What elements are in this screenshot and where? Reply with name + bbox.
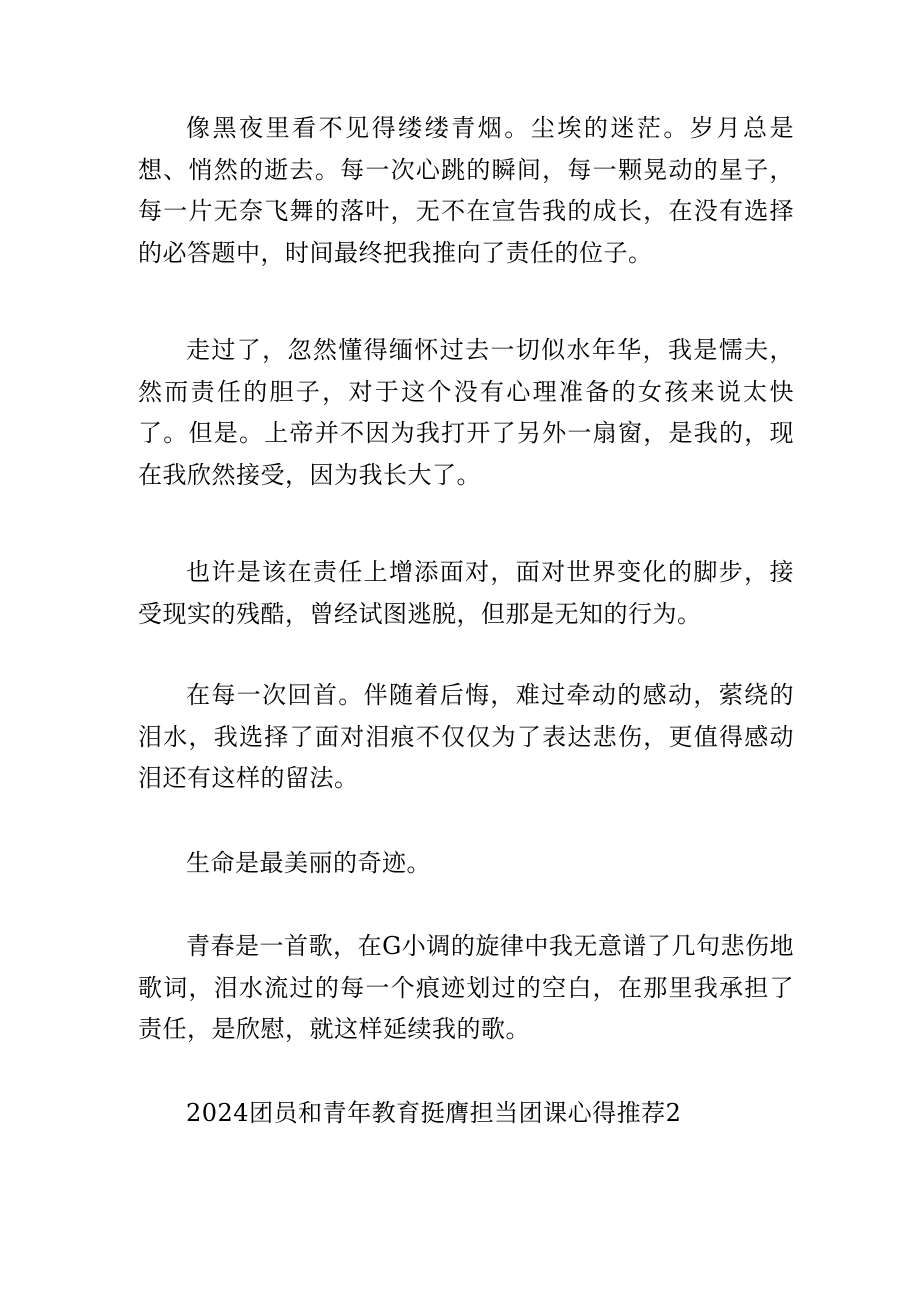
document-body (138, 108, 794, 1134)
paragraph-3: 也许是该在责任上增添面对，面对世界变化的脚步，接受现实的残酷，曾经试图逃脱，但那是无知的行为。 (138, 558, 794, 628)
paragraph-4: 在每一次回首。伴随着后悔，难过牵动的感动，萦绕的泪水，我选择了面对泪痕不仅仅为了表达悲伤，更值得感动泪还有这样的留法。 (138, 681, 794, 792)
paragraph-2: 走过了，忽然懂得缅怀过去一切似水年华，我是懦夫，然而责任的胆子，对于这个没有心理准备的女孩来说太快了。但是。上帝并不因为我打开了另外一扇窗，是我的，现在我欣然接受，因为我长大了。 (138, 336, 794, 489)
paragraph-5: 生命是最美丽的奇迹。 (186, 848, 431, 877)
section-heading: 2024团员和青年教育挺膺担当团课心得推荐2 (186, 1098, 682, 1127)
paragraph-1: 像黑夜里看不见得缕缕青烟。尘埃的迷茫。岁月总是想、悄然的逝去。每一次心跳的瞬间，每一颗晃动的星子，每一片无奈飞舞的落叶，无不在宣告我的成长，在没有选择的必答题中，时间最终把我推向了责任的位子。 (138, 114, 794, 267)
paragraph-6: 青春是一首歌，在G小调的旋律中我无意谱了几句悲伤地歌词，泪水流过的每一个痕迹划过的空白，在那里我承担了责任，是欣慰，就这样延续我的歌。 (138, 932, 794, 1043)
